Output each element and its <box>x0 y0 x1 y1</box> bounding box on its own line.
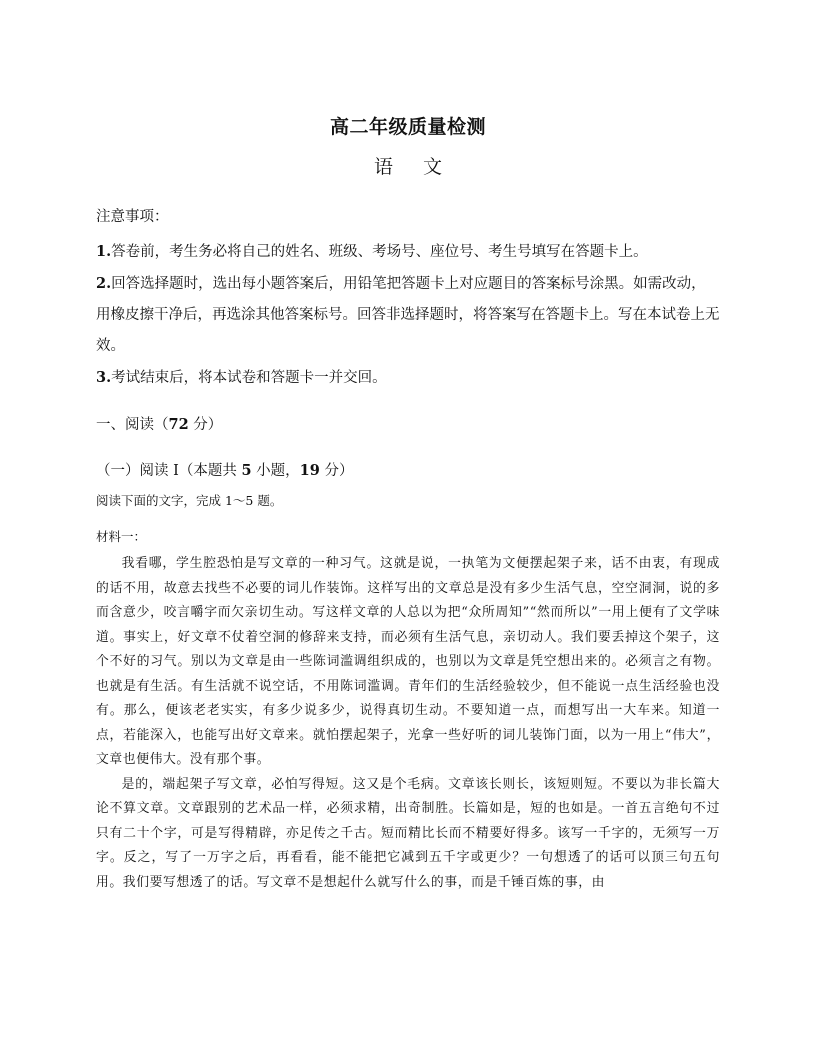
subsection-suffix: 分） <box>319 463 354 479</box>
notice-item-number: 3. <box>96 369 112 386</box>
exam-title: 高二年级质量检测 <box>329 116 486 138</box>
subsection-middle: 小题， <box>251 463 300 479</box>
subsection-question-count: 5 <box>241 462 252 479</box>
material-label: 材料一： <box>96 529 147 544</box>
notice-item-number: 2. <box>96 275 112 292</box>
exam-subject: 语 文 <box>373 156 455 178</box>
notice-heading: 注意事项： <box>96 209 169 225</box>
notice-item-text: 回答选择题时，选出每小题答案后，用铅笔把答题卡上对应题目的答案标号涂黑。如需改动，用橡皮擦干净后，再选涂其他答案标号。回答非选择题时，将答案写在答题卡上。写在本试卷上无效。 <box>96 276 720 354</box>
notice-item-number: 1. <box>96 243 112 260</box>
notice-item <box>96 236 720 268</box>
notice-item <box>96 268 720 362</box>
passage-paragraph: 是的，端起架子写文章，必怕写得短。这又是个毛病。文章该长则长，该短则短。不要以为非长篇大论不算文章。文章跟别的艺术品一样，必须求精，出奇制胜。长篇如是，短的也如是。一首五言绝句不过只有二十个字，可是写得精辟，亦足传之千古。短而精比长而不精要好得多。该写一千字的，无须写一万字。反之，写了一万字之后，再看看，能不能把它减到五千字或更少？一句想透了的话可以顶三句五句用。我们要写想透了的话。写文章不是想起什么就写什么的事，而是千锤百炼的事，由 <box>96 776 720 890</box>
reading-instruction: 阅读下面的文字，完成 1～5 题。 <box>96 493 283 508</box>
passage-paragraph: 我看哪，学生腔恐怕是写文章的一种习气。这就是说，一执笔为文便摆起架子来，话不由衷，有现成的话不用，故意去找些不必要的词儿作装饰。这样写出的文章总是没有多少生活气息，空空洞洞，说的多而含意少，咬言嚼字而欠亲切生动。写这样文章的人总以为把“众所周知”“然而所以”一用上便有了文学味道。事实上，好文章不仗着空洞的修辞来支持，而必须有生活气息，亲切动人。我们要丢掉这个架子，这个不好的习气。别以为文章是由一些陈词滥调组织成的，也别以为文章是凭空想出来的。必须言之有物。也就是有生活。有生活就不说空话，不用陈词滥调。青年们的生活经验较少，但不能说一点生活经验也没有。那么，便该老老实实，有多少说多少，说得真切生动。不要知道一点，而想写出一大车来。知道一点，若能深入，也能写出好文章来。就怕摆起架子，光拿一些好听的词儿装饰门面，以为一用上“伟大”，文章也便伟大。没有那个事。 <box>96 556 720 767</box>
subsection-prefix: （一）阅读 I（本题共 <box>96 463 242 479</box>
section-heading-prefix: 一、阅读（ <box>96 417 169 433</box>
section-heading-reading <box>96 412 720 438</box>
section-heading-suffix: 分） <box>188 417 223 433</box>
subsection-heading-reading-1 <box>96 458 720 484</box>
notice-item <box>96 362 720 394</box>
notice-item-text: 答卷前，考生务必将自己的姓名、班级、考场号、座位号、考生号填写在答题卡上。 <box>111 244 648 260</box>
subsection-score: 19 <box>299 462 320 479</box>
section-score: 72 <box>168 416 189 433</box>
notice-item-text: 考试结束后，将本试卷和答题卡一并交回。 <box>111 370 387 386</box>
